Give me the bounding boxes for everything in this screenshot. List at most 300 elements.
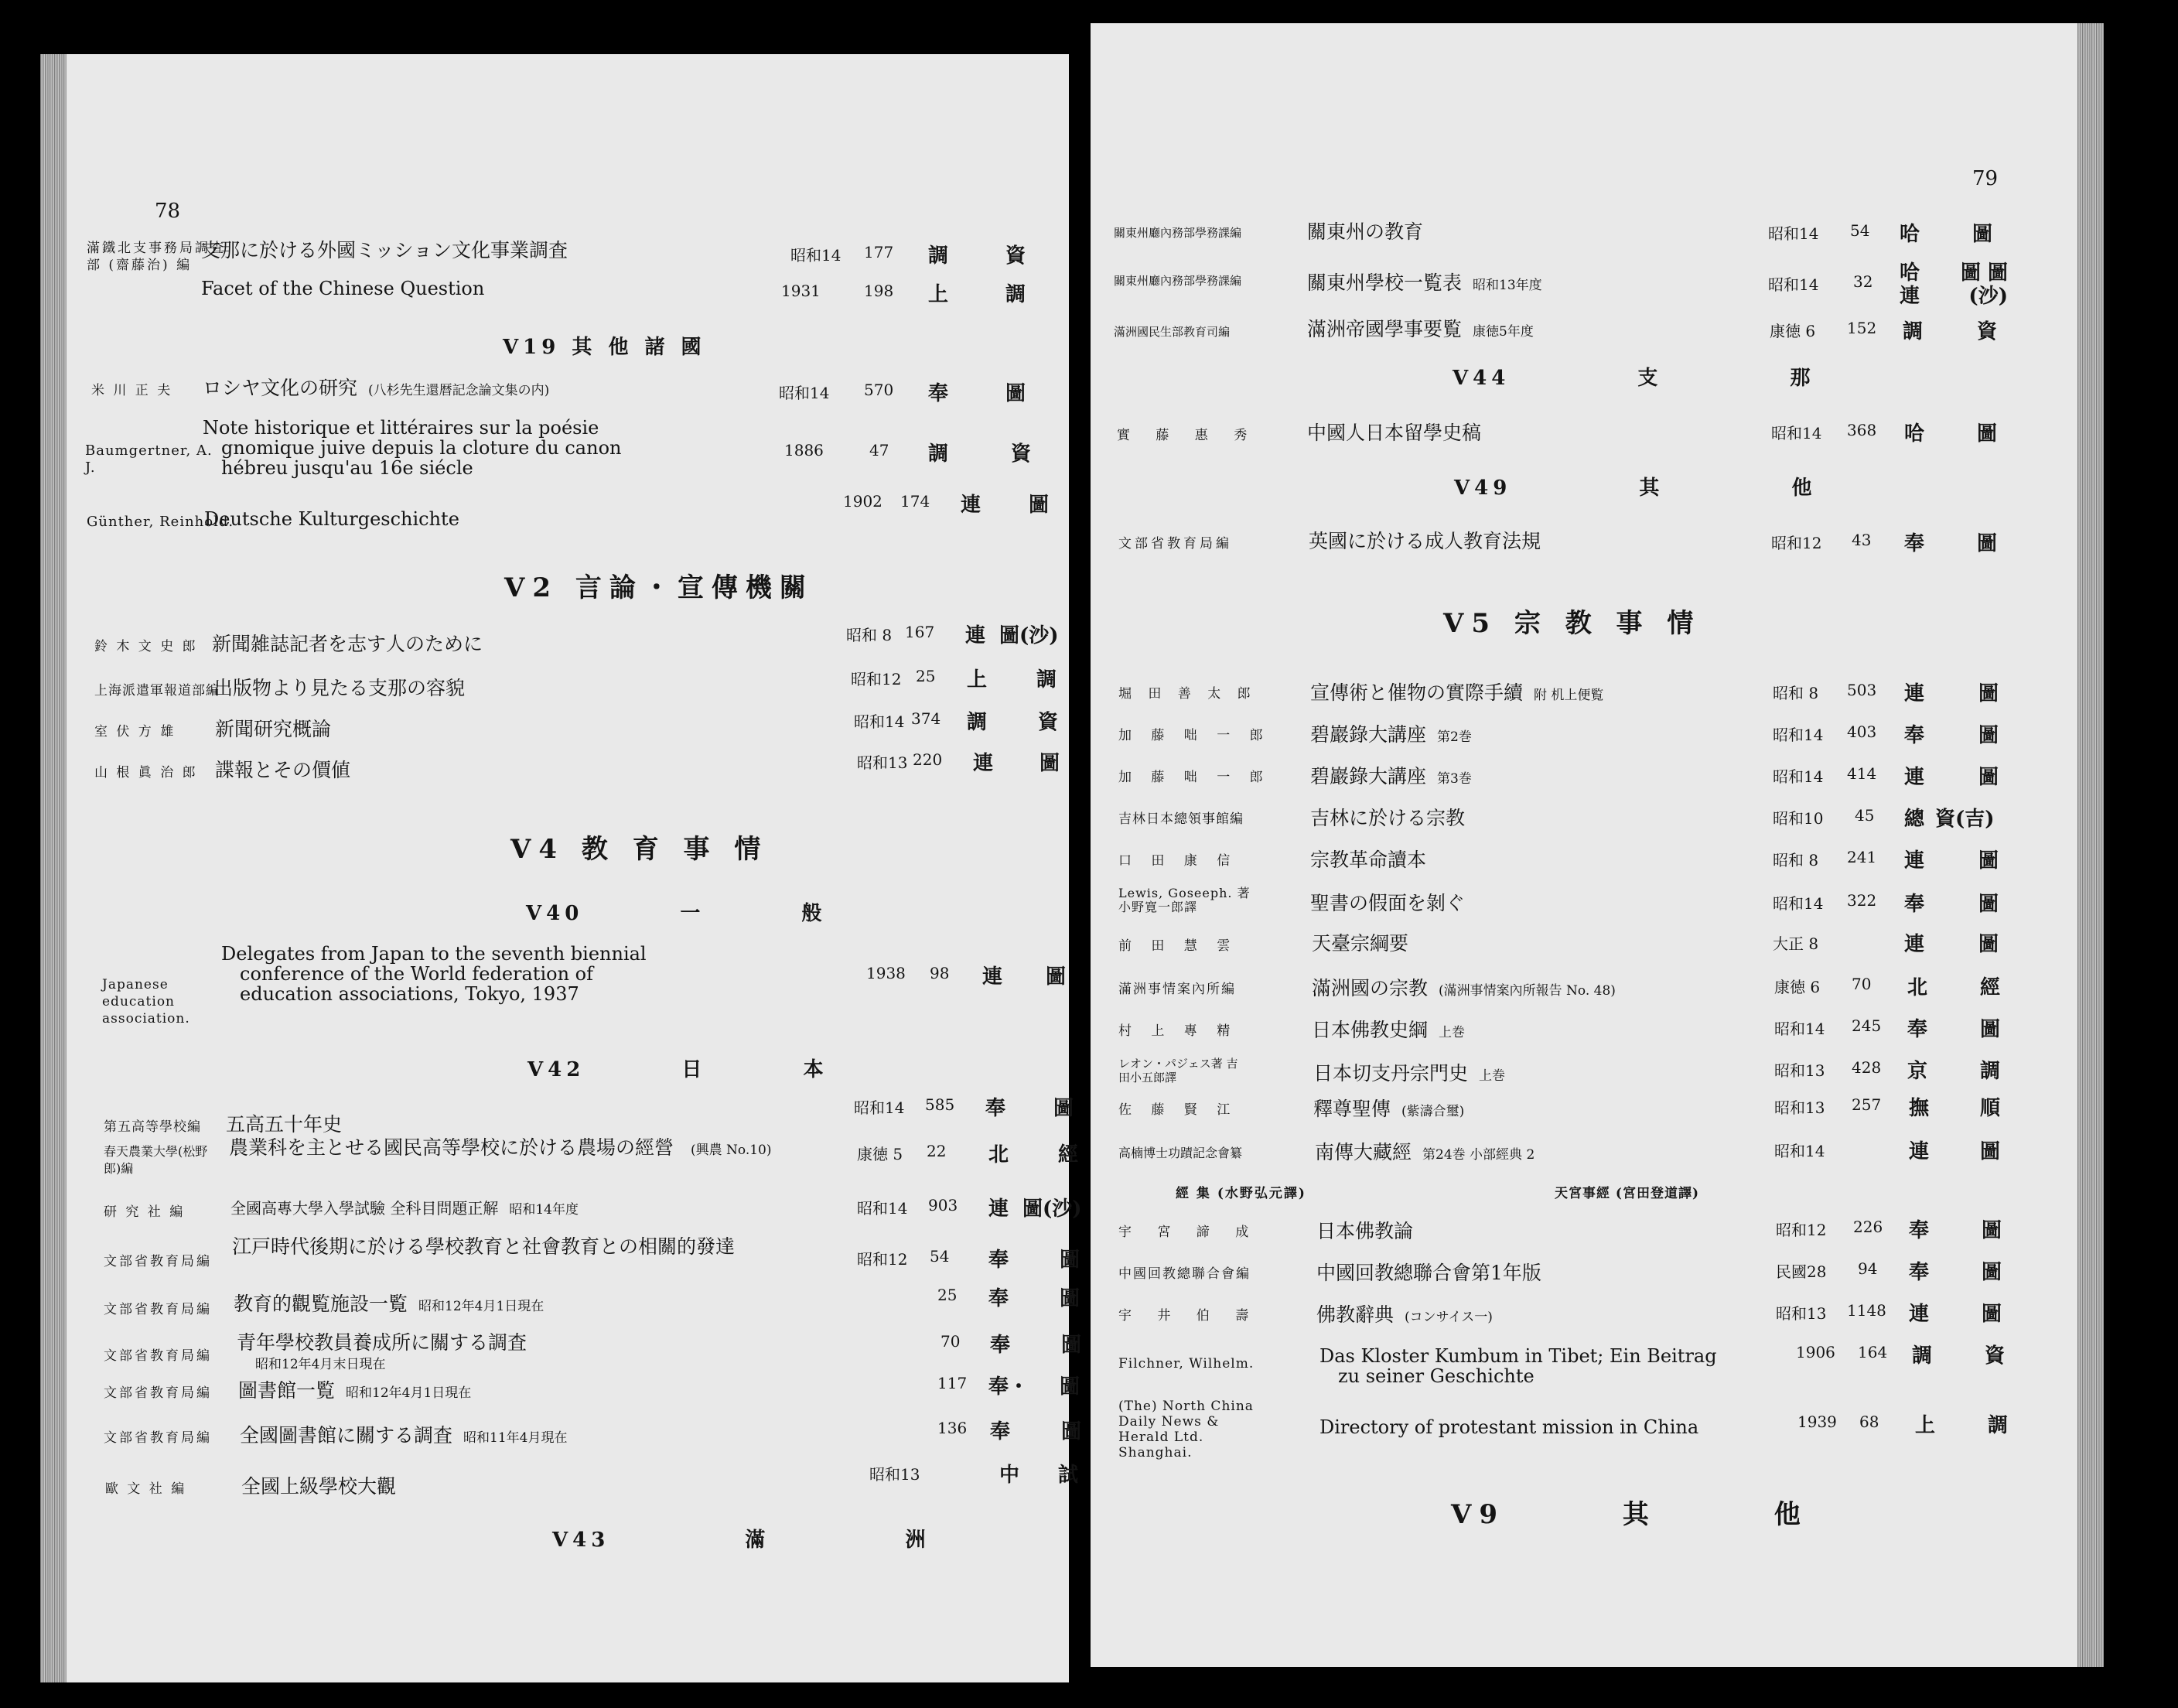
subtitle: 第24巻 小部經典 2 (1422, 1147, 1535, 1163)
location-2: 圖 (1978, 766, 1999, 789)
pages: 25 (916, 667, 936, 685)
location-1: 奉 (985, 1097, 1006, 1120)
author: 室 伏 方 雄 (94, 724, 176, 740)
author: 村 上 專 精 (1118, 1023, 1238, 1039)
location-1: 撫 (1909, 1097, 1930, 1120)
location-1: 上 (967, 668, 988, 692)
pages: 174 (900, 492, 930, 511)
table-row (40, 1136, 1079, 1191)
author: 前 田 慧 雲 (1118, 938, 1238, 954)
section-heading-v49: V49 其 他 (1454, 477, 1817, 500)
location-2: 圖 (1029, 494, 1050, 517)
table-row (1091, 803, 2104, 849)
title: 吉林に於ける宗教 (1310, 807, 1466, 829)
author: レオン・パジェス著 吉田小五郎譯 (1118, 1057, 1238, 1085)
table-row (1091, 261, 2104, 316)
pages: 117 (937, 1374, 968, 1392)
location-2: 圖 (1046, 965, 1067, 989)
table-row (1091, 1092, 2104, 1139)
section-heading-v5: V5 宗 教 事 情 (1443, 608, 1702, 639)
table-row (40, 1091, 1074, 1137)
location-2: 經 (1980, 976, 2001, 999)
table-row (1091, 928, 2104, 975)
location-2: 圖 (1980, 1018, 2001, 1041)
section-heading-v43: V43 滿 洲 (552, 1529, 930, 1552)
subtitle: (興農 No.10) (690, 1143, 772, 1158)
author: 宇 井 伯 壽 (1118, 1308, 1260, 1324)
pages: 257 (1852, 1095, 1882, 1114)
subtitle: 昭和12年4月末日現在 (255, 1357, 386, 1372)
location-1: 連 (1909, 1140, 1930, 1163)
date: 康徳 5 (857, 1145, 903, 1163)
subtitle: 上巻 (1479, 1068, 1506, 1084)
location-1: 哈 (1900, 223, 1920, 246)
location-1: 連 (988, 1197, 1009, 1221)
left-page (40, 54, 1082, 1682)
location-1: 連 (982, 965, 1003, 989)
location-2: 資 (1985, 1344, 2006, 1368)
table-row (1091, 1013, 2104, 1060)
pages: 374 (911, 709, 941, 728)
author: 堀 田 善 太 郎 (1118, 686, 1257, 702)
author: Günther, Reinhold. (87, 514, 234, 530)
location-1: 哈 連 (1900, 261, 1920, 308)
title-line-2: conference of the World federation of (240, 963, 593, 985)
title: 中國回教總聯合會第1年版 (1316, 1262, 1541, 1284)
date: 昭和12 (1776, 1221, 1827, 1239)
author: 滿洲事情案內所編 (1118, 982, 1236, 997)
subtitle: 上巻 (1439, 1025, 1466, 1040)
location-2: 圖 (1005, 382, 1026, 405)
location-1: 連 (1904, 766, 1925, 789)
location-2: 調 (1988, 1414, 2009, 1437)
date: 昭和14 (1768, 275, 1819, 294)
pages: 403 (1847, 722, 1877, 741)
subtitle: 第3巻 (1437, 771, 1472, 787)
title: 江戸時代後期に於ける學校教育と社會教育との相關的發達 (232, 1235, 736, 1258)
location-1: 連 (1904, 933, 1925, 956)
title-line-3: education associations, Tokyo, 1937 (240, 983, 579, 1005)
author: 文部省教育局編 (1118, 536, 1232, 552)
date: 昭和14 (854, 712, 905, 731)
pages: 25 (937, 1286, 958, 1304)
location-1: 奉・ (988, 1375, 1029, 1399)
pages: 164 (1858, 1343, 1888, 1361)
author: 關東州廳內務部學務課編 (1114, 226, 1242, 240)
title: 關東州の教育 (1307, 220, 1424, 243)
location-1: 總 (1904, 808, 1925, 831)
section-heading-v40: V40 一 般 (526, 902, 827, 925)
location-2: 資 (1038, 711, 1059, 734)
date: 昭和13 (869, 1465, 920, 1484)
location-2: 圖 (1060, 1249, 1080, 1272)
date: 昭和14 (1773, 726, 1824, 744)
pages: 47 (869, 441, 889, 459)
location-2: 圖 (1060, 1375, 1080, 1399)
date: 昭和13 (1774, 1061, 1825, 1080)
location-2: 圖 (1978, 893, 1999, 916)
location-2: 圖 (1978, 849, 1999, 873)
date: 昭和14 (1773, 767, 1824, 786)
title: 日本佛教史綱 (1312, 1019, 1429, 1041)
author: 滿鐵北支事務局調査部 (齋藤治) 編 (87, 241, 226, 273)
title: 天臺宗綱要 (1312, 932, 1409, 955)
location-1: 奉 (1907, 1018, 1928, 1041)
title: Note historique et littéraires sur la poésie (203, 417, 599, 439)
date: 昭和14 (857, 1199, 908, 1218)
location-2: 資 (1977, 320, 1998, 343)
note-right: 天宮事經 (宮田登道譯) (1555, 1186, 1700, 1201)
date: 昭和 8 (846, 626, 893, 644)
pages: 368 (1847, 421, 1877, 439)
location-1: 連 (965, 624, 986, 647)
location-2: 圖 (1980, 1140, 2001, 1163)
subtitle: 昭和14年度 (509, 1202, 579, 1218)
subtitle: (コンサイス一) (1405, 1310, 1493, 1325)
title-line-3: hébreu jusqu'au 16e siécle (221, 457, 473, 479)
pages: 903 (928, 1196, 958, 1214)
location-2: 順 (1980, 1097, 2001, 1120)
location-1: 奉 (1904, 724, 1925, 747)
location-1: 奉 (1909, 1219, 1930, 1242)
table-row (40, 494, 1069, 540)
pages: 1148 (1847, 1301, 1886, 1320)
table-row (40, 749, 1069, 795)
pages: 43 (1852, 531, 1872, 549)
subtitle: (紫濤合璽) (1401, 1104, 1465, 1119)
table-row (1091, 1214, 2104, 1261)
table-row (1091, 886, 2104, 933)
location-1: 連 (973, 752, 994, 775)
location-1: 上 (928, 283, 949, 306)
pages: 322 (1847, 891, 1877, 910)
table-row (40, 943, 1069, 1027)
table-row (1091, 1136, 2104, 1182)
section-heading-v42: V42 日 本 (527, 1058, 828, 1081)
pages: 570 (864, 381, 894, 399)
title: Das Kloster Kumbum in Tibet; Ein Beitrag (1319, 1345, 1717, 1367)
subtitle: 第2巻 (1437, 729, 1472, 745)
author: Filchner, Wilhelm. (1118, 1356, 1255, 1372)
location-2: 資 (1005, 244, 1026, 268)
date: 昭和13 (1776, 1304, 1827, 1323)
date: 1938 (866, 964, 906, 982)
section-heading-v9: V9 其 他 (1451, 1499, 1808, 1530)
author: 歐 文 社 編 (105, 1481, 187, 1497)
location-2: 圖 (1977, 532, 1998, 555)
date: 昭和14 (779, 384, 830, 402)
location-1: 奉 (988, 1249, 1009, 1272)
author: Baumgertner, A. J. (85, 442, 213, 476)
pages: 177 (864, 243, 894, 261)
location-2: 圖 (1978, 933, 1999, 956)
title: Directory of protestant mission in China (1319, 1416, 1699, 1438)
title: 中國人日本留學史稿 (1307, 422, 1482, 444)
subtitle: 昭和12年4月1日現在 (346, 1385, 472, 1401)
title: 圖書館一覧 (238, 1379, 336, 1402)
author: 高楠博士功蹟記念會纂 (1118, 1146, 1243, 1160)
table-row (1091, 526, 2104, 572)
title: 滿洲帝國學事要覧 (1307, 318, 1463, 340)
subtitle: 附 机上便覧 (1534, 688, 1604, 703)
subtitle: 昭和12年4月1日現在 (418, 1299, 544, 1314)
date: 昭和12 (851, 670, 902, 688)
date: 昭和13 (1774, 1098, 1825, 1117)
location-1: 調 (928, 442, 949, 466)
date: 昭和14 (1774, 1020, 1825, 1038)
pages: 428 (1852, 1058, 1882, 1077)
section-heading-v2: V2 言論・宣傳機關 (504, 572, 814, 603)
location-2: 圖 (1061, 1420, 1082, 1443)
pages: 70 (940, 1332, 961, 1351)
author: Japanese education association. (102, 977, 190, 1027)
table-row (40, 1230, 1080, 1284)
title-line-2: gnomique juive depuis la cloture du canon (221, 437, 622, 459)
date: 1931 (781, 282, 821, 300)
location-1: 奉 (1904, 893, 1925, 916)
location-2: 圖 (1061, 1334, 1082, 1357)
title: 教育的觀覧施設一覧 (234, 1293, 408, 1315)
table-row (1091, 845, 2104, 891)
location-1: 奉 (988, 1287, 1009, 1310)
location-1: 奉 (1904, 532, 1925, 555)
location-1: 奉 (928, 382, 949, 405)
author: 文部省教育局編 (104, 1302, 212, 1317)
author: 加 藤 咄 一 郎 (1118, 728, 1271, 743)
location-1: 連 (961, 494, 981, 517)
location-1: 調 (928, 244, 949, 268)
table-row (40, 418, 1069, 487)
page-number: 78 (155, 200, 181, 223)
location-1: 北 (988, 1143, 1009, 1167)
date: 昭和 8 (1773, 684, 1819, 702)
author: 春天農業大學(松野郎)編 (104, 1144, 208, 1176)
pages: 98 (930, 964, 950, 982)
table-row (1091, 719, 2104, 766)
location-1: 上 (1915, 1414, 1936, 1437)
subtitle: (八杉先生還暦記念論文集の内) (368, 383, 550, 398)
author: 實 藤 惠 秀 (1117, 428, 1258, 443)
table-row (40, 708, 1069, 754)
table-row (1091, 218, 2104, 265)
location-2: 圖 (1060, 1287, 1080, 1310)
pages: 220 (913, 750, 943, 769)
pages: 241 (1847, 848, 1877, 866)
location-2: 圖 (1982, 1261, 2002, 1284)
author: 佐 藤 賢 江 (1118, 1102, 1238, 1118)
table-row (40, 1453, 1079, 1499)
title: 新聞研究概論 (215, 718, 332, 740)
date: 昭和 8 (1773, 851, 1819, 869)
location-2: 圖 (1978, 724, 1999, 747)
title: 宗教革命讀本 (1310, 849, 1427, 871)
pages: 167 (905, 623, 935, 641)
title: 滿洲國の宗教 (1312, 977, 1429, 999)
location-2: 資 (1011, 442, 1032, 466)
title: 新聞雑誌記者を志す人のために (212, 633, 483, 655)
table-row (1091, 678, 2104, 724)
title: 全國圖書館に關する調査 (240, 1424, 453, 1447)
pages: 32 (1853, 272, 1873, 291)
pages: 54 (930, 1247, 950, 1266)
author: 鈴 木 文 史 郎 (94, 639, 198, 654)
location-2: 圖 (1972, 223, 1993, 246)
date: 1886 (784, 441, 824, 459)
subtitle: 昭和11年4月現在 (463, 1430, 568, 1446)
title: 佛教辭典 (1316, 1303, 1395, 1326)
date: 昭和14 (790, 246, 842, 265)
date: 昭和14 (1774, 1142, 1825, 1160)
date: 康徳 6 (1770, 322, 1816, 340)
notes-row (1091, 1182, 2104, 1208)
author: 山 根 眞 治 郎 (94, 765, 198, 781)
pages: 585 (925, 1095, 955, 1114)
location-2: 圖 (1053, 1097, 1074, 1120)
pages: 245 (1852, 1016, 1882, 1035)
title: Facet of the Chinese Question (201, 278, 485, 299)
pages: 136 (937, 1419, 968, 1437)
date: 1902 (843, 492, 882, 511)
location-2: 試 (1058, 1464, 1079, 1487)
location-2: 圖(沙) (999, 624, 1059, 647)
location-1: 連 (1904, 849, 1925, 873)
title: ロシヤ文化の研究 (203, 377, 358, 399)
location-2: 圖 (1977, 422, 1998, 446)
table-row (1091, 761, 2104, 808)
title: Deutsche Kulturgeschichte (204, 508, 459, 530)
subtitle: (滿洲事情案內所報告 No. 48) (1439, 983, 1616, 999)
location-1: 調 (1912, 1344, 1933, 1368)
title: Delegates from Japan to the seventh biennial (221, 943, 647, 965)
location-2: 圖 (1040, 752, 1060, 775)
table-row (40, 278, 1069, 325)
title: 出版物より見たる支那の容貌 (213, 677, 466, 699)
author: Lewis, Goseeph. 著 小野寛一郎譯 (1118, 886, 1251, 914)
location-1: 中 (999, 1464, 1020, 1487)
location-2: 圖 (1982, 1219, 2002, 1242)
pages: 152 (1847, 319, 1877, 337)
table-row (1091, 1340, 2104, 1391)
date: 1906 (1796, 1343, 1835, 1361)
table-row (40, 1369, 1080, 1416)
author: 研 究 社 編 (104, 1204, 186, 1220)
pages: 22 (927, 1142, 947, 1160)
location-1: 調 (1903, 320, 1924, 343)
note-left: 經 集 (水野弘元譯) (1176, 1186, 1306, 1201)
author: 口 田 康 信 (1118, 853, 1238, 869)
author: 中國回教總聯合會編 (1118, 1266, 1251, 1282)
author: 文部省教育局編 (104, 1430, 212, 1446)
location-2: 經 (1058, 1143, 1079, 1167)
date: 昭和13 (857, 753, 908, 772)
location-2: 資(吉) (1935, 808, 1995, 831)
location-2: 調 (1005, 283, 1026, 306)
location-2: 圖 (1982, 1303, 2002, 1326)
author: 文部省教育局編 (104, 1385, 212, 1401)
pages: 414 (1847, 764, 1877, 783)
title: 釋尊聖傳 (1313, 1098, 1391, 1120)
right-page (1091, 23, 2104, 1667)
location-2: 調 (1036, 668, 1057, 692)
location-1: 京 (1907, 1060, 1928, 1083)
subtitle: 昭和13年度 (1473, 278, 1542, 293)
author: (The) North China Daily News & Herald Ltd. Shanghai. (1118, 1399, 1254, 1460)
date: 昭和12 (1771, 534, 1822, 552)
section-heading-v19: V19 其 他 諸 國 (503, 336, 706, 359)
title: 日本切支丹宗門史 (1313, 1062, 1469, 1085)
table-row (1091, 316, 2104, 362)
location-1: 連 (1904, 682, 1925, 705)
date: 大正 8 (1773, 934, 1819, 953)
title: 全國高專大學入學試驗 全科目問題正解 (230, 1199, 499, 1218)
section-heading-v4: V4 教 育 事 情 (510, 834, 769, 865)
title: 青年學校教員養成所に關する調査 (237, 1331, 527, 1354)
title: 宣傳術と催物の實際手續 (1310, 681, 1524, 704)
section-heading-v44: V44 支 那 (1453, 367, 1815, 390)
pages: 54 (1850, 221, 1870, 240)
table-row (1091, 1256, 2104, 1303)
author: 文部省教育局編 (104, 1348, 212, 1364)
title-line-2: zu seiner Geschichte (1338, 1365, 1534, 1387)
date: 昭和14 (1771, 424, 1822, 442)
date: 1939 (1797, 1413, 1837, 1431)
pages: 503 (1847, 681, 1877, 699)
date: 昭和14 (854, 1098, 905, 1117)
page-number: 79 (1972, 167, 1999, 190)
location-2: 圖(沙) (1022, 1197, 1082, 1221)
table-row (1091, 416, 2104, 463)
location-1: 哈 (1904, 422, 1925, 446)
title: 碧巖錄大講座 (1310, 765, 1427, 787)
pages: 226 (1853, 1218, 1883, 1236)
author: 吉林日本總領事館編 (1118, 811, 1244, 827)
author: 米 川 正 夫 (91, 383, 173, 398)
author: 文部省教育局編 (104, 1254, 212, 1269)
location-2: 圖 圖(沙) (1960, 261, 2008, 308)
title: 碧巖錄大講座 (1310, 723, 1427, 746)
pages: 45 (1855, 806, 1875, 825)
location-1: 奉 (990, 1334, 1011, 1357)
location-1: 奉 (1909, 1261, 1930, 1284)
pages: 68 (1859, 1413, 1879, 1431)
date: 康徳 6 (1774, 978, 1821, 996)
subtitle: 康徳5年度 (1473, 324, 1534, 340)
location-2: 圖 (1978, 682, 1999, 705)
date: 昭和14 (1773, 894, 1824, 913)
pages: 198 (864, 282, 894, 300)
author: 關東州廳內務部學務課編 (1114, 274, 1242, 288)
title: 全國上級學校大觀 (241, 1475, 397, 1498)
author: 滿洲國民生部教育司編 (1114, 325, 1231, 339)
table-row (1091, 1298, 2104, 1344)
date: 昭和14 (1768, 224, 1819, 243)
location-1: 北 (1907, 976, 1928, 999)
title: 支那に於ける外國ミッション文化事業調査 (201, 239, 568, 261)
author: 上海派遣軍報道部編 (94, 683, 220, 699)
pages: 70 (1852, 975, 1872, 993)
title: 聖書の假面を剝ぐ (1310, 892, 1466, 914)
location-1: 連 (1909, 1303, 1930, 1326)
author: 第五高等學校編 (104, 1119, 201, 1135)
date: 昭和10 (1773, 809, 1824, 828)
location-2: 調 (1980, 1060, 2001, 1083)
date: 民國28 (1776, 1262, 1827, 1281)
title: 關東州學校一覧表 (1307, 272, 1463, 294)
title: 諜報とその價値 (215, 759, 351, 781)
title: 日本佛教論 (1316, 1220, 1414, 1242)
table-row (40, 623, 1069, 669)
title: 五高五十年史 (226, 1113, 343, 1136)
